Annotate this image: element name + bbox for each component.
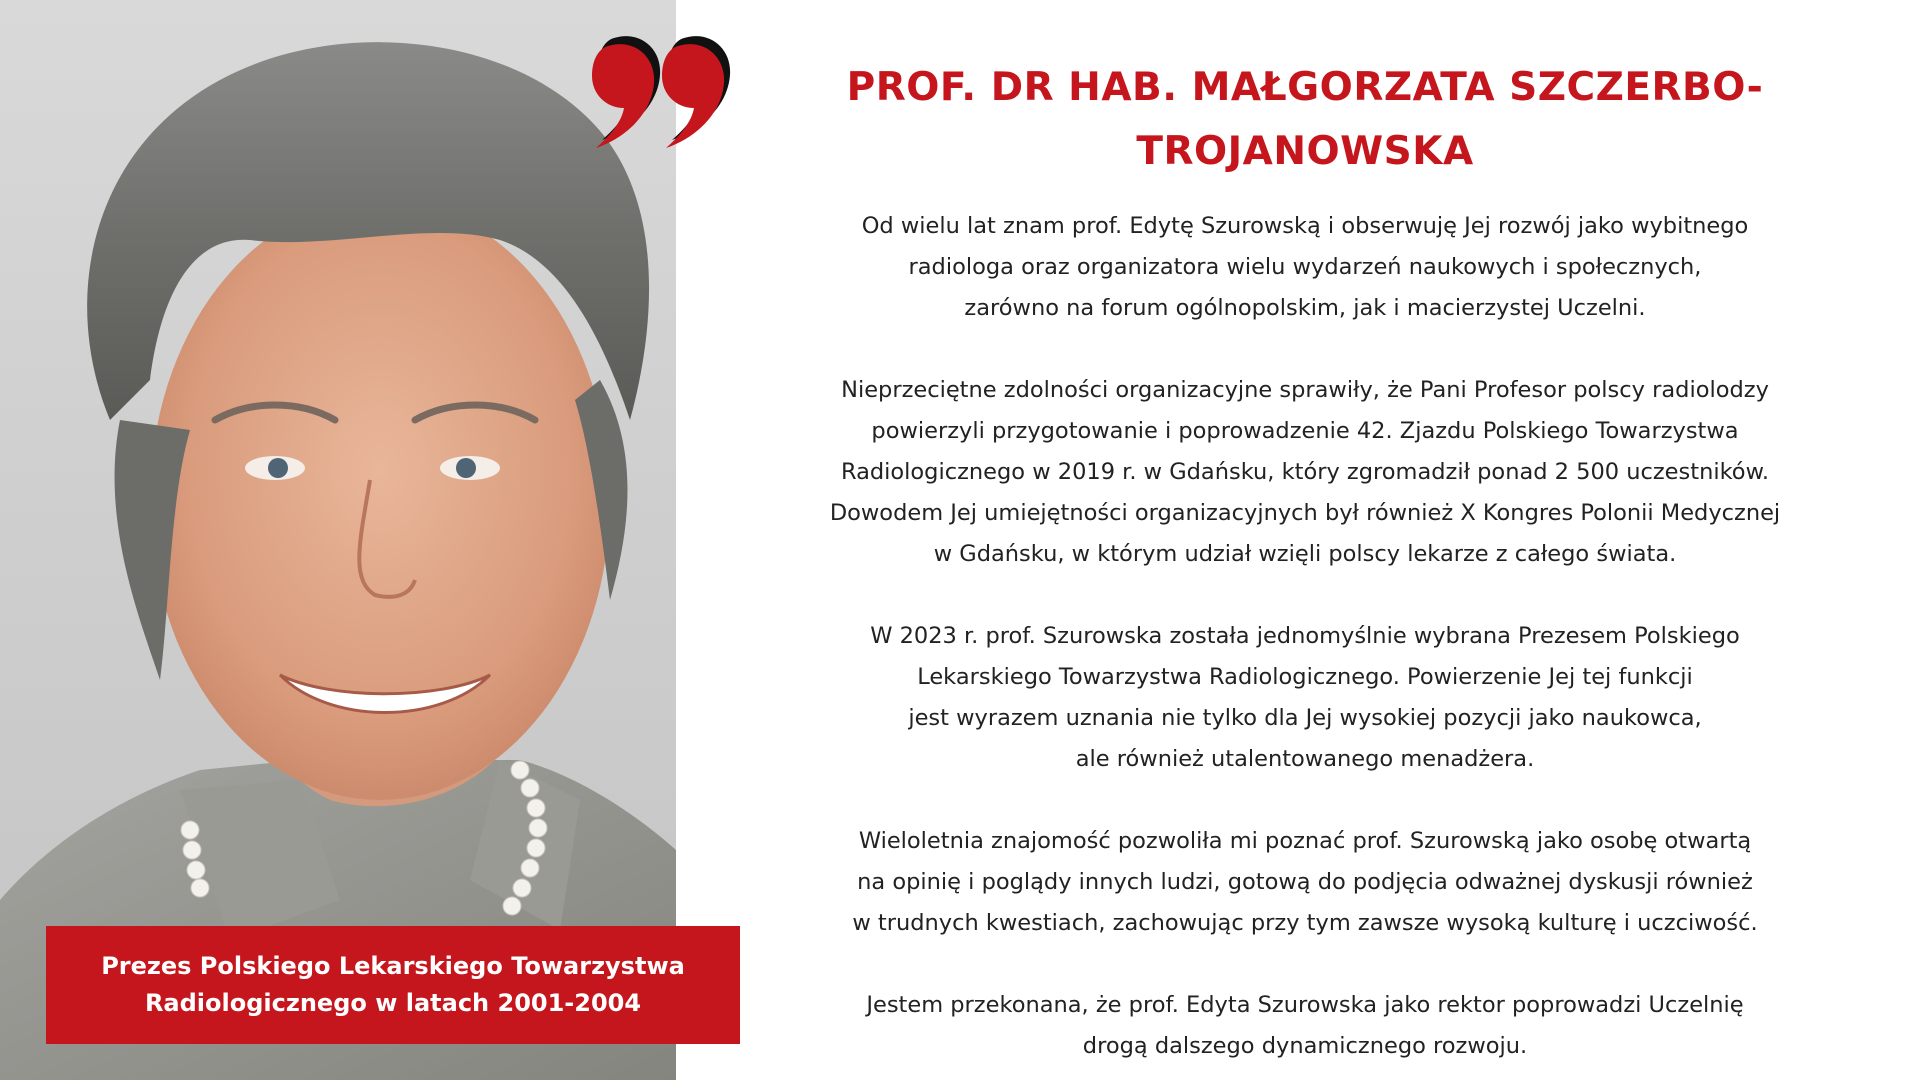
paragraph-line: W 2023 r. prof. Szurowska została jednomyślnie wybrana Prezesem Polskiego	[870, 623, 1740, 649]
paragraph-line: Jestem przekonana, że prof. Edyta Szurowska jako rektor poprowadzi Uczelnię	[866, 992, 1744, 1018]
paragraph-1	[720, 206, 1890, 329]
paragraph-line: Od wielu lat znam prof. Edytę Szurowską i obserwuję Jej rozwój jako wybitnego	[861, 213, 1749, 239]
paragraph-line: powierzyli przygotowanie i poprowadzenie 42. Zjazdu Polskiego Towarzystwa	[871, 418, 1739, 444]
heading-line-1: PROF. DR HAB. MAŁGORZATA SZCZERBO-	[846, 65, 1764, 110]
caption-line-1: Prezes Polskiego Lekarskiego Towarzystwa	[101, 952, 685, 980]
paragraph-5	[720, 985, 1890, 1067]
paragraph-line: drogą dalszego dynamicznego rozwoju.	[1082, 1033, 1528, 1059]
paragraph-line: zarówno na forum ogólnopolskim, jak i macierzystej Uczelni.	[964, 295, 1646, 321]
testimonial-body	[720, 206, 1890, 1067]
person-name-heading	[720, 56, 1890, 184]
testimonial-text-column	[720, 56, 1890, 1067]
paragraph-line: Dowodem Jej umiejętności organizacyjnych był również X Kongres Polonii Medycznej	[829, 500, 1781, 526]
portrait-illustration	[0, 0, 676, 1080]
paragraph-line: Lekarskiego Towarzystwa Radiologicznego. Powierzenie Jej tej funkcji	[917, 664, 1693, 690]
paragraph-line: w trudnych kwestiach, zachowując przy tym zawsze wysoką kulturę i uczciwość.	[852, 910, 1758, 936]
paragraph-2	[720, 370, 1890, 575]
paragraph-line: radiologa oraz organizatora wielu wydarzeń naukowych i społecznych,	[908, 254, 1702, 280]
paragraph-line: Wieloletnia znajomość pozwoliła mi poznać prof. Szurowską jako osobę otwartą	[858, 828, 1752, 854]
paragraph-line: w Gdańsku, w którym udział wzięli polscy lekarze z całego świata.	[933, 541, 1677, 567]
paragraph-3	[720, 616, 1890, 780]
caption-line-2: Radiologicznego w latach 2001-2004	[144, 989, 642, 1017]
paragraph-4	[720, 821, 1890, 944]
heading-line-2: TROJANOWSKA	[1136, 129, 1474, 174]
paragraph-line: Radiologicznego w 2019 r. w Gdańsku, który zgromadził ponad 2 500 uczestników.	[840, 459, 1770, 485]
paragraph-line: jest wyrazem uznania nie tylko dla Jej wysokiej pozycji jako naukowca,	[908, 705, 1702, 731]
role-caption-box	[46, 926, 740, 1044]
paragraph-line: na opinię i poglądy innych ludzi, gotową do podjęcia odważnej dyskusji również	[857, 869, 1753, 895]
paragraph-line: Nieprzeciętne zdolności organizacyjne sprawiły, że Pani Profesor polscy radiolodzy	[841, 377, 1769, 403]
portrait-photo	[0, 0, 676, 1080]
paragraph-line: ale również utalentowanego menadżera.	[1075, 746, 1535, 772]
quote-mark-icon	[584, 20, 734, 155]
